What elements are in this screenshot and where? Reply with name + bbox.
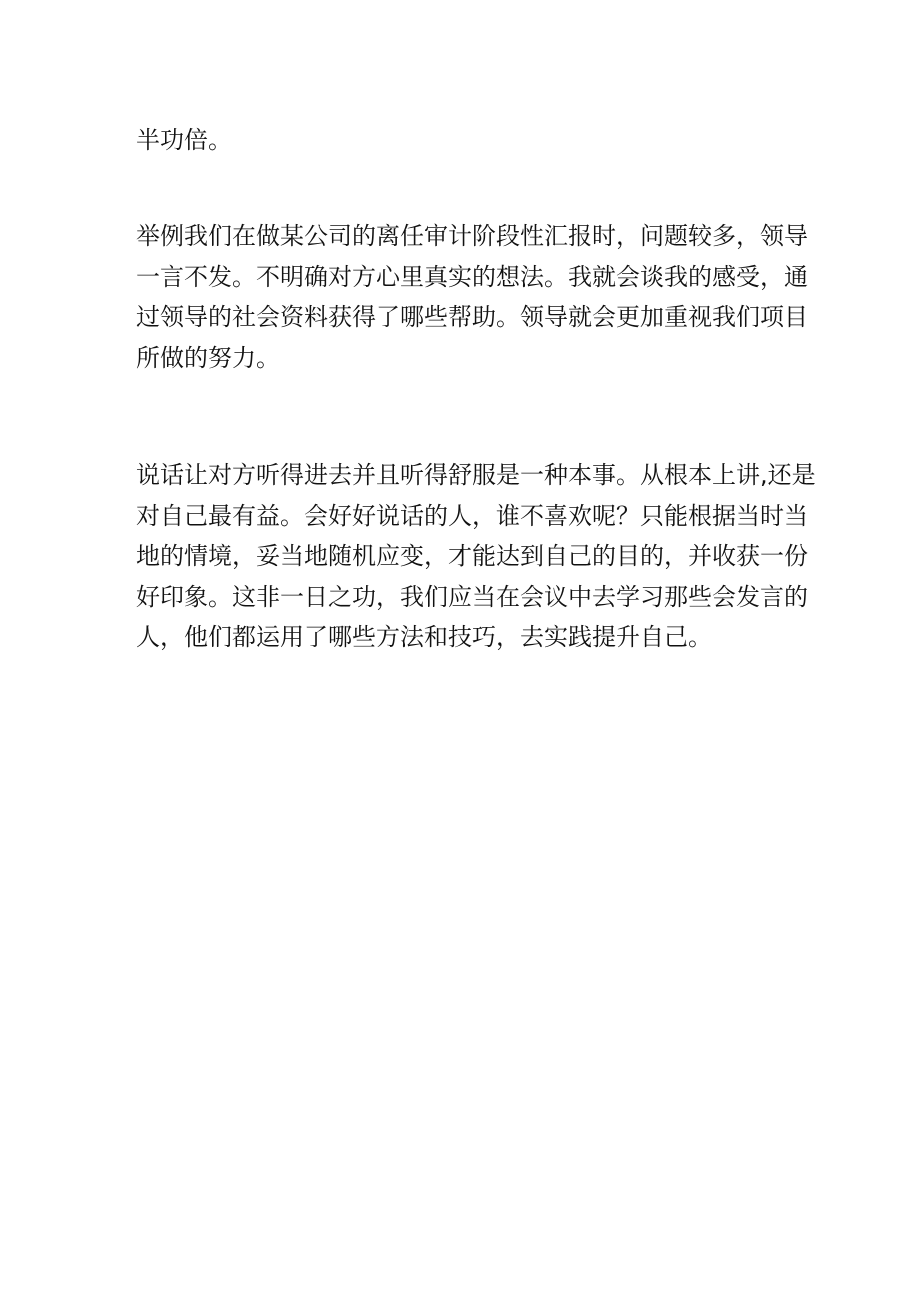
text-line: 好印象。这非一日之功，我们应当在会议中去学习那些会发言的 [136,582,808,611]
paragraph-3 [136,455,816,658]
paragraph-2 [136,216,808,378]
text-line: 举例我们在做某公司的离任审计阶段性汇报时，问题较多，领导 [136,222,808,250]
text-line: 一言不发。不明确对方心里真实的想法。我就会谈我的感受，通 [136,262,808,291]
text-line: 说话让对方听得进去并且听得舒服是一种本事。从根本上讲,还是 [136,461,816,489]
text-line: 过领导的社会资料获得了哪些帮助。领导就会更加重视我们项目 [136,303,808,332]
text-line: 人，他们都运用了哪些方法和技巧，去实践提升自己。 [136,623,712,652]
text-line: 半功倍。 [136,126,232,154]
text-line: 地的情境，妥当地随机应变，才能达到自己的目的，并收获一份 [136,542,808,571]
text-line: 对自己最有益。会好好说话的人，谁不喜欢呢？只能根据当时当 [136,501,808,530]
paragraph-1 [136,120,232,161]
text-line: 所做的努力。 [136,343,280,372]
